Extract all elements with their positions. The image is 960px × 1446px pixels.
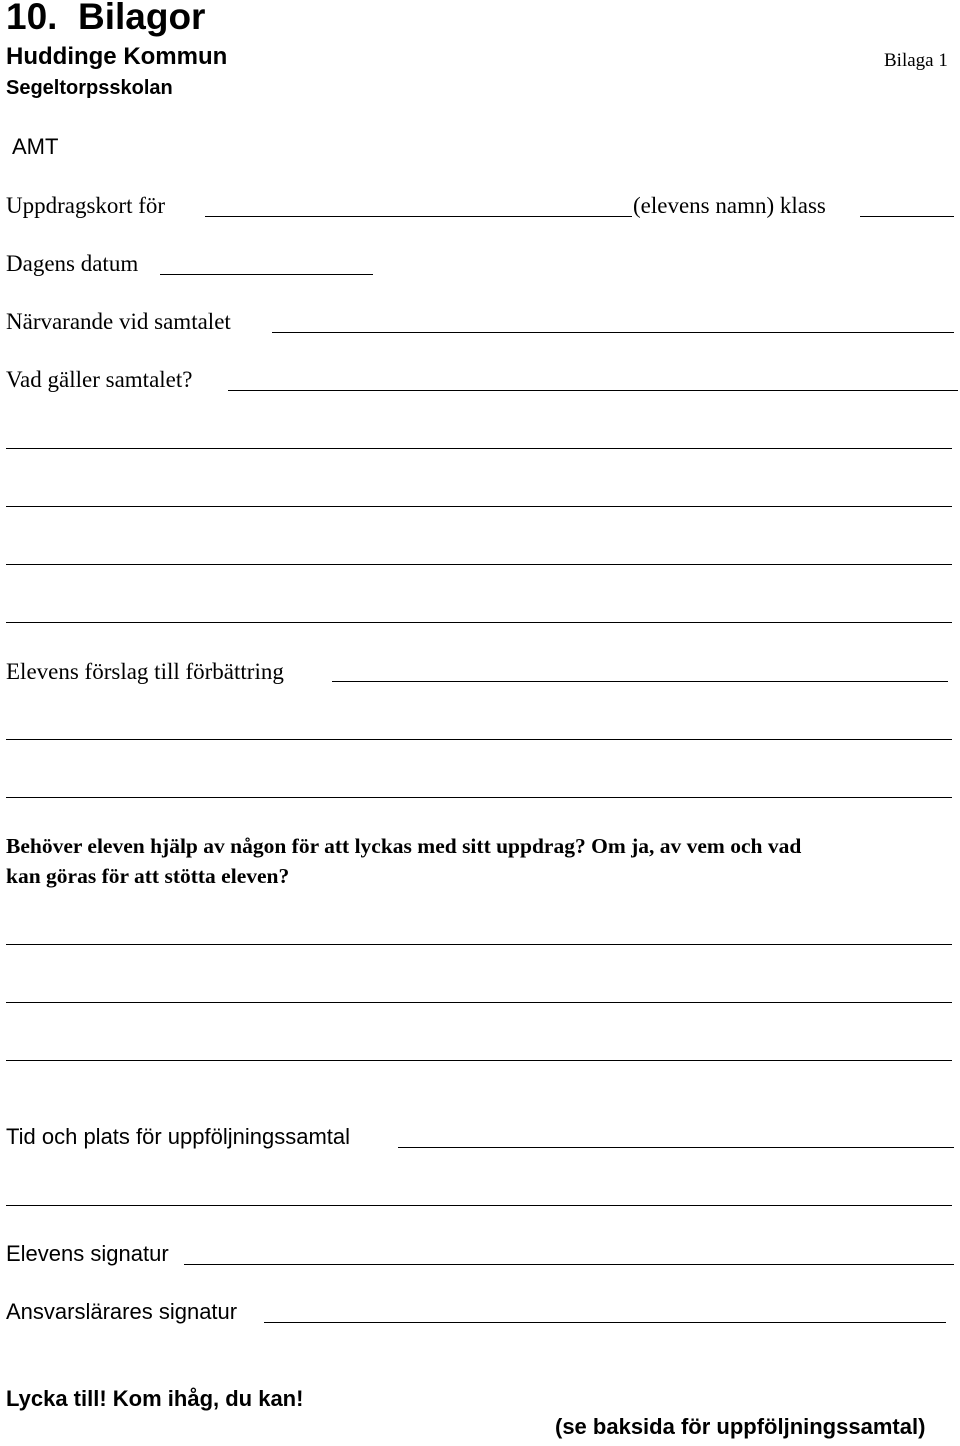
improvement-line-3[interactable] (6, 797, 952, 798)
help-question-cont: kan göras för att stötta eleven? (6, 864, 290, 888)
teacher-signature-field[interactable] (264, 1322, 946, 1323)
topic-line-2[interactable] (6, 448, 952, 449)
section-number: 10. (6, 0, 58, 37)
form-code: AMT (12, 134, 59, 159)
section-heading (6, 0, 205, 38)
topic-line-4[interactable] (6, 564, 952, 565)
student-signature-label: Elevens signatur (6, 1241, 169, 1266)
improvement-label: Elevens förslag till förbättring (6, 659, 284, 684)
teacher-signature-label: Ansvarslärares signatur (6, 1299, 238, 1324)
present-field[interactable] (272, 332, 954, 333)
present-label: Närvarande vid samtalet (6, 309, 231, 334)
followup-line-2[interactable] (6, 1205, 952, 1206)
topic-line-5[interactable] (6, 622, 952, 623)
student-name-field[interactable] (205, 216, 632, 217)
help-line-2[interactable] (6, 1002, 952, 1003)
help-line-1[interactable] (6, 944, 952, 945)
help-question: Behöver eleven hjälp av någon för att lyckas med sitt uppdrag? Om ja, av vem och vad (6, 834, 802, 858)
topic-line-3[interactable] (6, 506, 952, 507)
help-line-3[interactable] (6, 1060, 952, 1061)
topic-field[interactable] (228, 390, 958, 391)
class-field[interactable] (860, 216, 954, 217)
section-title: Bilagor (78, 0, 206, 37)
municipality-name: Huddinge Kommun (6, 43, 228, 70)
improvement-field[interactable] (332, 681, 948, 682)
followup-label: Tid och plats för uppföljningssamtal (6, 1124, 351, 1149)
good-luck-text: Lycka till! Kom ihåg, du kan! (6, 1386, 304, 1411)
assignment-for-label: Uppdragskort för (6, 193, 166, 218)
school-name: Segeltorpsskolan (6, 77, 173, 99)
topic-label: Vad gäller samtalet? (6, 367, 193, 392)
attachment-label: Bilaga 1 (884, 50, 948, 71)
followup-field[interactable] (398, 1147, 954, 1148)
student-name-class-label: (elevens namn) klass (633, 193, 826, 218)
back-note-text: (se baksida för uppföljningssamtal) (555, 1414, 926, 1439)
date-field[interactable] (160, 274, 373, 275)
date-label: Dagens datum (6, 251, 139, 276)
student-signature-field[interactable] (184, 1264, 954, 1265)
improvement-line-2[interactable] (6, 739, 952, 740)
